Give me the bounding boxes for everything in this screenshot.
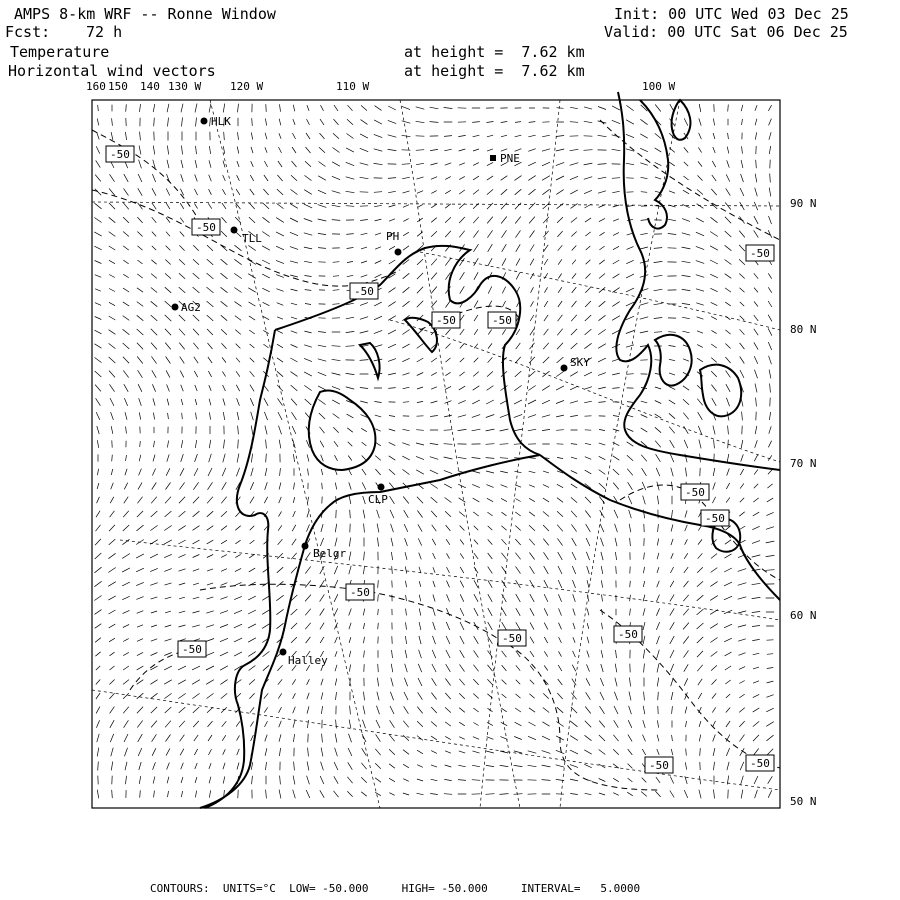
lat-tick-90: 90 N [790,197,817,210]
contour-label [614,626,642,642]
height-wind: at height = 7.62 km [404,62,585,80]
svg-text:-50: -50 [750,757,770,770]
lon-tick-110: 110 W [336,80,370,93]
contour-label [106,146,134,162]
svg-text:-50: -50 [750,247,770,260]
contour-label [701,510,729,526]
valid-time: Valid: 00 UTC Sat 06 Dec 25 [604,23,848,41]
svg-text:-50: -50 [705,512,725,525]
contour-label [746,245,774,261]
contour-label [488,312,516,328]
longitude-ticks [86,80,675,93]
contour-label [350,283,378,299]
lat-tick-80: 80 N [790,323,817,336]
lon-tick-140: 140 [140,80,160,93]
svg-text:Belgr: Belgr [313,547,347,560]
field-wind-vectors: Horizontal wind vectors [8,62,216,80]
contour-label [432,312,460,328]
station-clp [368,484,388,507]
contour-label [746,755,774,771]
lat-tick-60: 60 N [790,609,817,622]
svg-text:-50: -50 [685,486,705,499]
svg-text:SKY: SKY [570,356,590,369]
svg-text:-50: -50 [502,632,522,645]
svg-text:-50: -50 [350,586,370,599]
init-time: Init: 00 UTC Wed 03 Dec 25 [614,5,849,23]
svg-text:-50: -50 [354,285,374,298]
station-halley [280,649,329,668]
wind-vectors [94,104,774,799]
contour-label [645,757,673,773]
wind-vector-field [94,104,774,799]
station-pne [490,152,520,165]
svg-text:-50: -50 [649,759,669,772]
stations [172,115,591,667]
lon-tick-100: 100 W [642,80,676,93]
svg-text:PH: PH [386,230,400,243]
station-sky [561,356,591,372]
map-title: AMPS 8-km WRF -- Ronne Window [14,5,276,23]
svg-text:Halley: Halley [288,654,328,667]
svg-text:AG2: AG2 [181,301,201,314]
contours-footer: CONTOURS: UNITS=°C LOW= -50.000 HIGH= -50.000 INTERVAL= 5.0000 [150,882,641,895]
svg-text:CLP: CLP [368,493,388,506]
contour-label [498,630,526,646]
height-temperature: at height = 7.62 km [404,43,585,61]
lon-tick-150: 150 [108,80,128,93]
contour-label [178,641,206,657]
contour-label [346,584,374,600]
latitude-ticks [790,197,817,808]
svg-text:TLL: TLL [242,232,262,245]
field-temperature: Temperature [10,43,110,61]
station-ag2 [172,301,201,314]
svg-text:HLK: HLK [211,115,231,128]
svg-text:PNE: PNE [500,152,520,165]
svg-text:-50: -50 [492,314,512,327]
coastlines [200,92,780,808]
station-belgr [302,543,347,561]
svg-text:-50: -50 [110,148,130,161]
svg-text:-50: -50 [618,628,638,641]
forecast-value: 72 h [86,23,123,41]
svg-text:-50: -50 [196,221,216,234]
svg-text:-50: -50 [436,314,456,327]
contour-label [192,219,220,235]
lon-tick-130: 130 W [168,80,202,93]
lon-tick-160: 160 [86,80,106,93]
lat-tick-70: 70 N [790,457,817,470]
station-ph [386,230,402,256]
contour-label [681,484,709,500]
forecast-label: Fcst: [5,23,51,41]
lat-tick-50: 50 N [790,795,817,808]
station-tll [231,227,263,246]
station-hlk [201,115,232,128]
lon-tick-120: 120 W [230,80,264,93]
svg-text:-50: -50 [182,643,202,656]
